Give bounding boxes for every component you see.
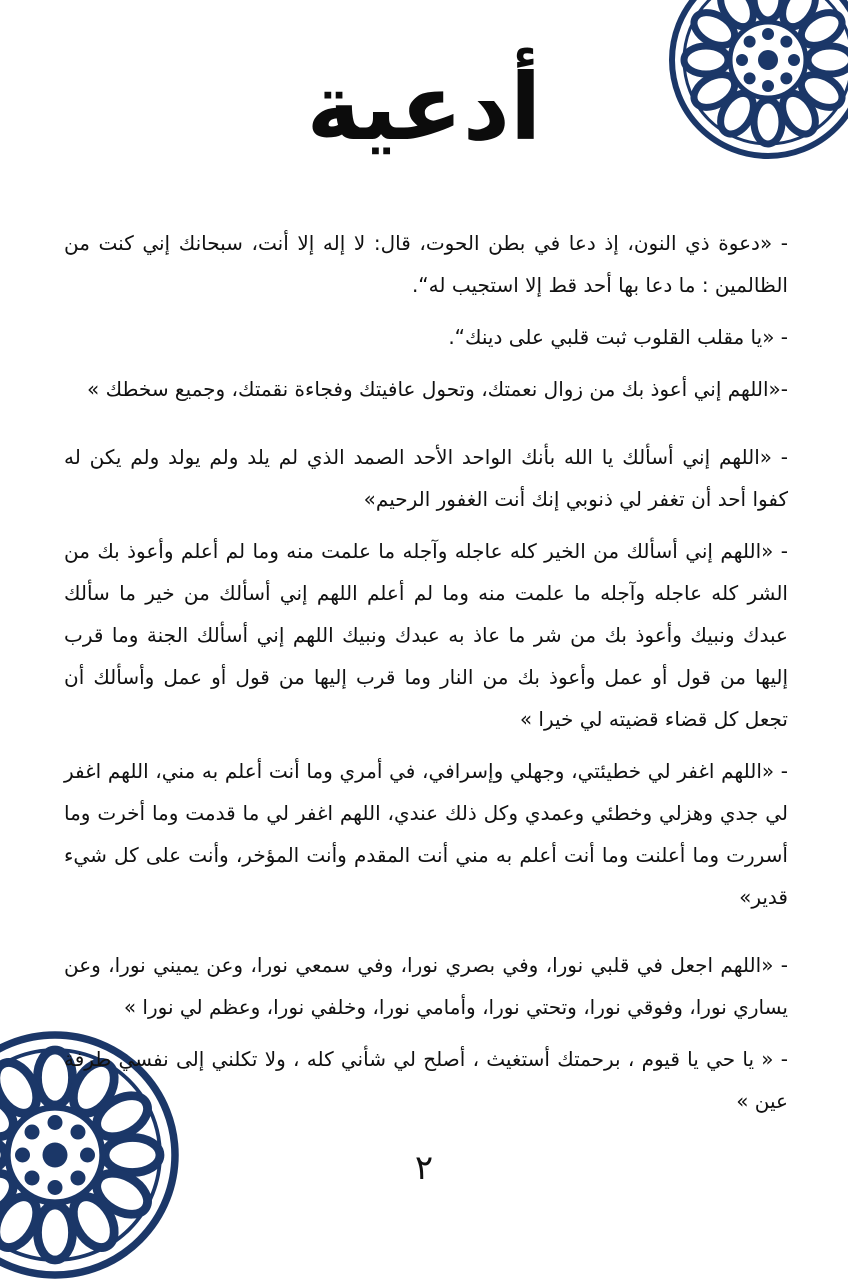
dua-item: - «اللهم اجعل في قلبي نورا، وفي بصري نورا، وفي سمعي نورا، وعن يميني نورا، وعن يساري نورا، وفوقي نورا، وتحتي نورا، وأمامي نورا، وخلفي نورا، وعظم لي نورا » — [64, 953, 788, 1019]
dua-item: - «يا مقلب القلوب ثبت قلبي على دينك“. — [448, 325, 788, 349]
dua-item: - «اللهم إني أسألك يا الله بأنك الواحد الأحد الصمد الذي لم يلد ولم يولد ولم يكن له كفوا أحد أن تغفر لي ذنوبي إنك أنت الغفور الرحيم» — [64, 445, 788, 511]
dua-item: - «اللهم اغفر لي خطيئتي، وجهلي وإسرافي، في أمري وما أنت أعلم به مني، اللهم اغفر لي جدي وهزلي وخطئي وعمدي وكل ذلك عندي، اللهم اغفر لي ما قدمت وما أخرت وما أسررت وما أعلنت وما أنت أعلم به مني أنت المقدم وأنت المؤخر، وأنت على كل شيء قدير» — [64, 759, 788, 909]
dua-item: - «دعوة ذي النون، إذ دعا في بطن الحوت، قال: لا إله إلا أنت، سبحانك إني كنت من الظالمين : ما دعا بها أحد قط إلا استجيب له“. — [64, 231, 788, 297]
duas-list — [64, 222, 788, 1132]
dua-item: - «اللهم إني أسألك من الخير كله عاجله وآجله ما علمت منه وما لم أعلم وأعوذ بك من الشر كله عاجله وآجله ما علمت منه وما لم أعلم اللهم إني أسألك من خير ما سألك عبدك ونبيك وأعوذ بك من شر ما عاذ به عبدك ونبيك اللهم إني أسألك الجنة وما قرب إليها من قول أو عمل وأعوذ بك من النار وما قرب إليها من قول أو عمل وأسألك أن تجعل كل قضاء قضيته لي خيرا » — [64, 539, 788, 731]
page-number: ٢ — [414, 1148, 434, 1188]
dua-item: -«اللهم إني أعوذ بك من زوال نعمتك، وتحول عافيتك وفجاءة نقمتك، وجميع سخطك » — [87, 377, 788, 401]
page-title: أدعية — [306, 54, 542, 161]
dua-item: - « يا حي يا قيوم ، برحمتك أستغيث ، أصلح لي شأني كله ، ولا تكلني إلى نفسي طرفة عين » — [64, 1047, 788, 1113]
